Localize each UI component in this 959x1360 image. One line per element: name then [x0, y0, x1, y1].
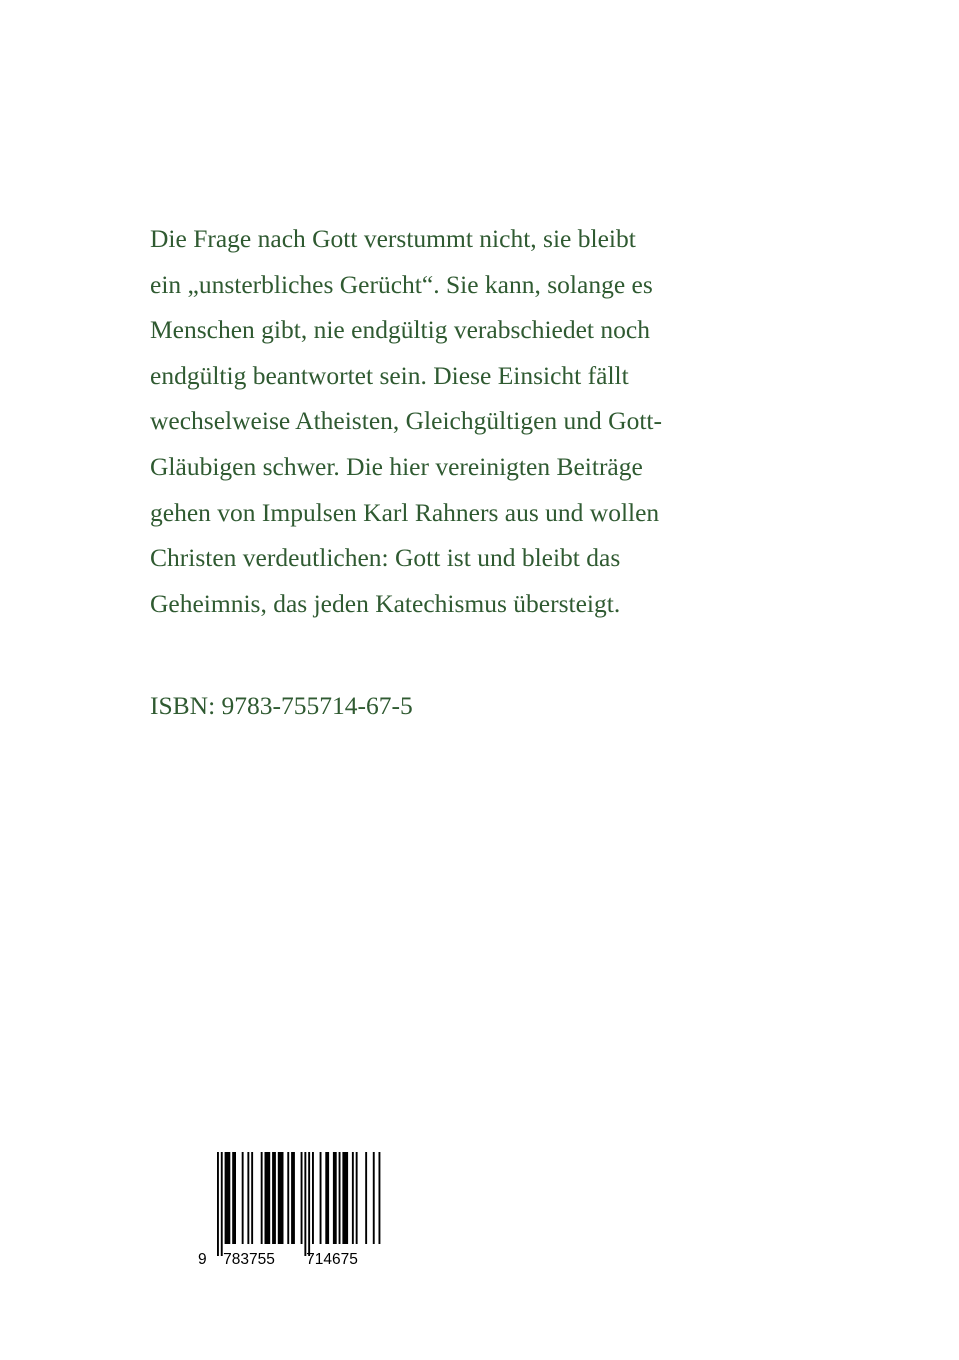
barcode-bar	[261, 1152, 263, 1244]
barcode-bar	[365, 1152, 367, 1244]
blurb-line: Menschen gibt, nie endgültig verabschiedet noch	[150, 315, 650, 345]
barcode-bar	[272, 1152, 276, 1244]
blurb-line: gehen von Impulsen Karl Rahners aus und wollen	[150, 497, 660, 527]
isbn-text: ISBN: 9783-755714-67-5	[150, 691, 413, 720]
blurb-line: Geheimnis, das jeden Katechismus übersteigt.	[150, 588, 621, 618]
barcode-bar	[379, 1152, 381, 1244]
barcode-bar	[333, 1152, 337, 1244]
barcode-bar	[265, 1152, 271, 1244]
blurb-line: endgültig beantwortet sein. Diese Einsicht fällt	[150, 360, 629, 390]
barcode-bar	[278, 1152, 284, 1244]
barcode-bar	[225, 1152, 231, 1244]
barcode-guard-bar	[308, 1152, 310, 1256]
barcode-guard-bar	[217, 1152, 219, 1256]
blurb-line: ein „unsterbliches Gerücht“. Sie kann, solange es	[150, 269, 653, 299]
barcode-bar	[342, 1152, 348, 1244]
blurb-line: Christen verdeutlichen: Gott ist und bleibt das	[150, 543, 621, 573]
blurb-line: Die Frage nach Gott verstummt nicht, sie bleibt	[150, 224, 636, 253]
barcode-bar	[356, 1152, 358, 1244]
barcode-bar	[247, 1152, 249, 1244]
barcode-right-digits: 714675	[306, 1251, 358, 1268]
barcode-bars	[217, 1152, 381, 1256]
barcode-bar	[287, 1152, 289, 1244]
barcode-bar	[373, 1152, 375, 1244]
barcode-bar	[320, 1152, 322, 1244]
blurb-text	[150, 216, 710, 626]
barcode-first-digit: 9	[198, 1251, 207, 1268]
barcode-bar	[242, 1152, 244, 1244]
barcode	[197, 1152, 381, 1268]
barcode-bar	[339, 1152, 341, 1244]
blurb-line: Gläubigen schwer. Die hier vereinigten Beiträge	[150, 451, 643, 481]
barcode-bar	[312, 1152, 314, 1244]
barcode-bar	[325, 1152, 329, 1244]
barcode-guard-bar	[221, 1152, 223, 1256]
barcode-bar	[352, 1152, 354, 1244]
barcode-bar	[232, 1152, 236, 1244]
barcode-bar	[291, 1152, 295, 1244]
barcode-bar	[301, 1152, 303, 1244]
barcode-guard-bar	[304, 1152, 306, 1256]
barcode-graphic	[197, 1152, 381, 1268]
barcode-bar	[251, 1152, 253, 1244]
blurb-line: wechselweise Atheisten, Gleichgültigen und Gott-	[150, 406, 663, 436]
barcode-left-digits: 783755	[223, 1251, 275, 1268]
